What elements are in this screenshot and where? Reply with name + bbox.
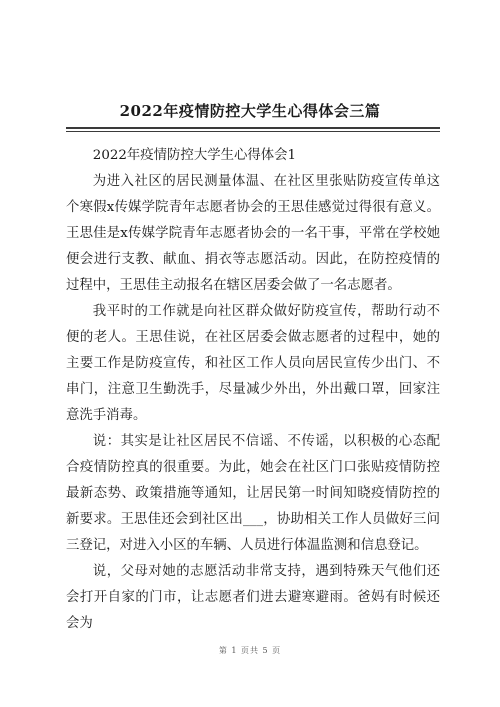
paragraph: 说：其实是让社区居民不信谣、不传谣，以积极的心态配合疫情防控真的很重要。为此，她会在社区门口张贴疫情防控最新态势、政策措施等通知，让居民第一时间知晓疫情防控的新要求。王思佳还会到社区出___，协助相关工作人员做好三问三登记，对进入小区的车辆、人员进行体温监测和信息登记。 [66,434,440,553]
document-body [66,143,440,637]
paragraph: 说，父母对她的志愿活动非常支持，遇到特殊天气他们还会打开自家的门市，让志愿者们进去避寒避雨。爸妈有时候还会为 [66,564,440,631]
document-title: 2022年疫情防控大学生心得体会三篇 [119,102,381,120]
page-number-footer: 第 1 页共 5 页 [218,646,282,655]
title-rule-thick [66,127,440,129]
title-rule-thin [66,131,440,132]
paragraph: 我平时的工作就是向社区群众做好防疫宣传，帮助行动不便的老人。王思佳说，在社区居委会做志愿者的过程中，她的主要工作是防疫宣传，和社区工作人员向居民宣传少出门、不串门，注意卫生勤洗手，尽量减少外出，外出戴口罩，回家注意洗手消毒。 [66,304,440,423]
paragraph: 为进入社区的居民测量体温、在社区里张贴防疫宣传单这个寒假x传媒学院青年志愿者协会的王思佳感觉过得很有意义。王思佳是x传媒学院青年志愿者协会的一名干事，平常在学校她便会进行支教、献血、捐衣等志愿活动。因此，在防控疫情的过程中，王思佳主动报名在辖区居委会做了一名志愿者。 [66,174,440,293]
section-heading: 2022年疫情防控大学生心得体会1 [92,148,297,163]
